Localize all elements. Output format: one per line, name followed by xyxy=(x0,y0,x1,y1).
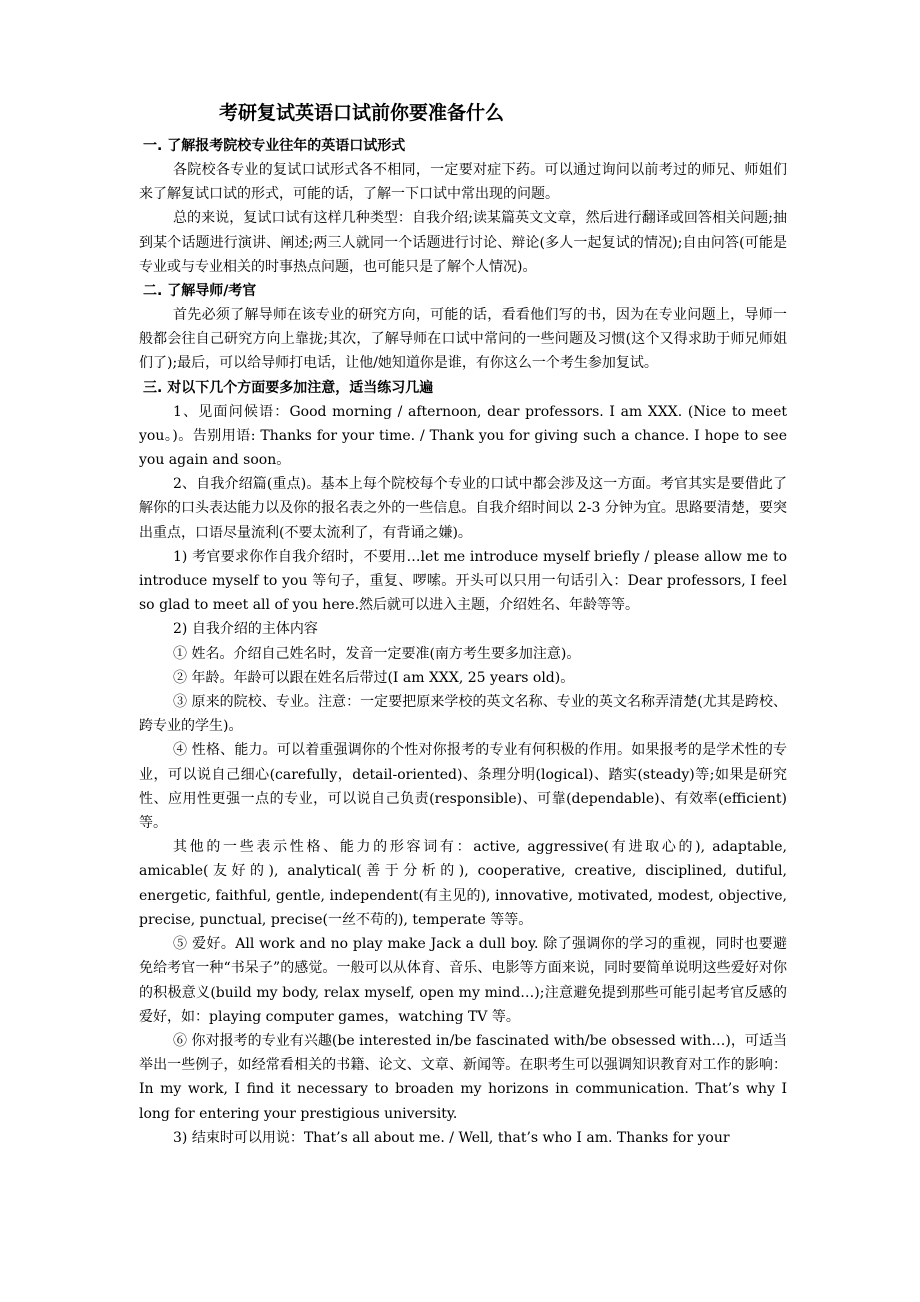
paragraph: 各院校各专业的复试口试形式各不相同，一定要对症下药。可以通过询问以前考过的师兄、师姐们来了解复试口试的形式，可能的话，了解一下口试中常出现的问题。 xyxy=(139,162,787,203)
document-body xyxy=(139,134,787,1150)
paragraph: 3) 结束时可以用说：That’s all about me. / Well, that’s who I am. Thanks for your xyxy=(173,1129,730,1146)
section-heading: 一. 了解报考院校专业往年的英语口试形式 xyxy=(143,138,406,154)
paragraph: ③ 原来的院校、专业。注意：一定要把原来学校的英文名称、专业的英文名称弄清楚(尤其是跨校、跨专业的学生)。 xyxy=(139,694,787,735)
paragraph: 首先必须了解导师在该专业的研究方向，可能的话，看看他们写的书，因为在专业问题上，导师一般都会往自己研究方向上靠拢;其次，了解导师在口试中常问的一些问题及习惯(这个又得求助于师兄师姐们了);最后，可以给导师打电话，让他/她知道你是谁，有你这么一个考生参加复试。 xyxy=(139,307,787,372)
paragraph: ② 年龄。年龄可以跟在姓名后带过(I am XXX, 25 years old)。 xyxy=(173,669,575,686)
paragraph: 1、见面问候语：Good morning / afternoon, dear professors. I am XXX. (Nice to meet you。)。告别用语: Thanks for your time. / Thank you for giving such a chance. I hope to see you again and soon。 xyxy=(139,403,787,469)
page-title: 考研复试英语口试前你要准备什么 xyxy=(219,102,505,124)
paragraph: ⑤ 爱好。All work and no play make Jack a dull boy. 除了强调你的学习的重视，同时也要避免给考官一种“书呆子”的感觉。一般可以从体育、音乐、电影等方面来说，同时要简单说明这些爱好对你的积极意义(build my body, relax myself, open my mind…);注意避免提到那些可能引起考官反感的爱好，如：playing computer games，watching TV 等。 xyxy=(139,936,787,1025)
paragraph: 其他的一些表示性格、能力的形容词有：active, aggressive(有进取心的), adaptable, amicable(友好的), analytical(善于分析的), cooperative, creative, disciplined, dutiful, energetic, faithful, gentle, independent(有主见的), innovative, motivated, modest, objective, precise, punctual, precise(一丝不苟的), temperate 等等。 xyxy=(139,839,787,928)
paragraph: 1) 考官要求你作自我介绍时，不要用…let me introduce myself briefly / please allow me to introduce myself to you 等句子，重复、啰嗦。开头可以只用一句话引入：Dear professors, I feel so glad to meet all of you here.然后就可以进入主题，介绍姓名、年龄等等。 xyxy=(139,548,787,614)
paragraph: ④ 性格、能力。可以着重强调你的个性对你报考的专业有何积极的作用。如果报考的是学术性的专业，可以说自己细心(carefully，detail-oriented)、条理分明(logical)、踏实(steady)等;如果是研究性、应用性更强一点的专业，可以说自己负责(responsible)、可靠(dependable)、有效率(efficient)等。 xyxy=(139,742,787,832)
paragraph: 2、自我介绍篇(重点)。基本上每个院校每个专业的口试中都会涉及这一方面。考官其实是要借此了解你的口头表达能力以及你的报名表之外的一些信息。自我介绍时间以 2-3 分钟为宜。思路要清楚，要突出重点，口语尽量流利(不要太流利了，有背诵之嫌)。 xyxy=(139,476,787,541)
section-heading: 二. 了解导师/考官 xyxy=(143,283,257,300)
paragraph: ⑥ 你对报考的专业有兴趣(be interested in/be fascinated with/be obsessed with…)，可适当举出一些例子，如经常看相关的书籍、论文、文章、新闻等。在职考生可以强调知识教育对工作的影响： In my work, I find it necessary to broaden my horizons in communication. That’s why I long for entering your prestigious university. xyxy=(139,1032,787,1122)
paragraph: 总的来说，复试口试有这样几种类型：自我介绍;读某篇英文文章，然后进行翻译或回答相关问题;抽到某个话题进行演讲、阐述;两三人就同一个话题进行讨论、辩论(多人一起复试的情况);自由问答(可能是专业或与专业相关的时事热点问题，也可能只是了解个人情况)。 xyxy=(139,210,787,275)
paragraph: ① 姓名。介绍自己姓名时，发音一定要准(南方考生要多加注意)。 xyxy=(173,645,581,662)
section-heading: 三. 对以下几个方面要多加注意，适当练习几遍 xyxy=(143,379,434,396)
paragraph: 2) 自我介绍的主体内容 xyxy=(173,621,318,638)
